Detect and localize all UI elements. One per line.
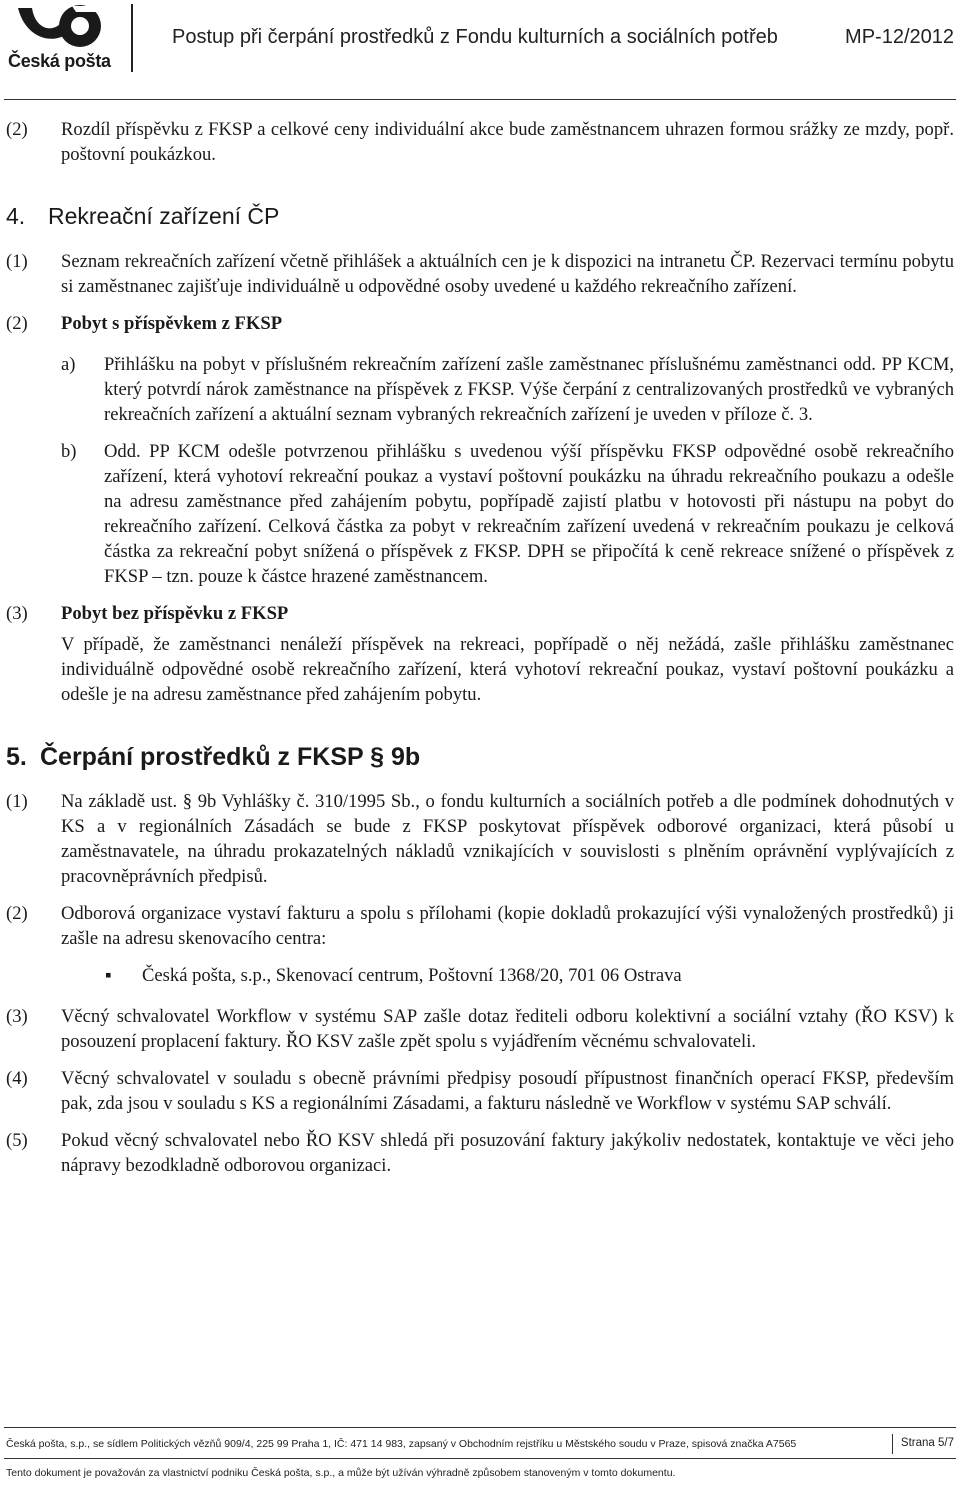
paragraph-text: V případě, že zaměstnanci nenáleží příspěvek na rekreaci, popřípadě o něj nežádá, zašle přihlášku zaměstnanec individuálně odpovědné osobě rekreačního zařízení, která vyhotoví rekreační poukaz, vystaví poštovní poukázku a odešle je na adresu zaměstnance před zahájením pobytu.	[61, 634, 954, 705]
paragraph-5-2	[0, 901, 960, 951]
list-item-label: a)	[61, 354, 76, 375]
document-body	[0, 117, 960, 1178]
bullet-square-icon: ▪	[105, 965, 112, 986]
address-bullet	[0, 963, 960, 988]
list-item-a	[0, 352, 960, 427]
list-item-b	[0, 439, 960, 589]
paragraph-5-5	[0, 1128, 960, 1178]
paragraph-text: Rozdíl příspěvku z FKSP a celkové ceny individuální akce bude zaměstnancem uhrazen formou srážky ze mzdy, popř. poštovní poukázkou.	[61, 119, 954, 165]
footer-rule-top	[4, 1427, 956, 1428]
document-title: Postup při čerpání prostředků z Fondu kulturních a sociálních potřeb	[172, 26, 778, 48]
paragraph-text: Pokud věcný schvalovatel nebo ŘO KSV shledá při posuzování faktury jakýkoliv nedostatek, kontaktuje ve věci jeho nápravy bezodkladně odborovou organizaci.	[61, 1130, 954, 1176]
section-title: Čerpání prostředků z FKSP § 9b	[40, 743, 421, 771]
header-rule	[4, 99, 956, 100]
paragraph-text: Na základě ust. § 9b Vyhlášky č. 310/1995 Sb., o fondu kulturních a sociálních potřeb a dle podmínek dohodnutých v KS a v regionálních Zásadách se bude z FKSP poskytovat příspěvek odborové organizaci, která působí u zaměstnavatele, na úhradu prokazatelných nákladů vznikajících v souvislosti s plněním oprávnění vyplývajících z pracovněprávních předpisů.	[61, 791, 954, 887]
paragraph-5-1	[0, 789, 960, 889]
page-number: Strana 5/7	[900, 1437, 954, 1449]
list-item-text: Přihlášku na pobyt v příslušném rekreačním zařízení zašle zaměstnanec příslušnému zaměstnanci odd. PP KCM, který potvrdí nárok zaměstnance na příspěvek z FKSP. Výše čerpání z centralizovaných prostředků ve vybraných rekreačních zařízení a aktuální seznam vybraných rekreačních zařízení je uveden v příloze č. 3.	[104, 354, 954, 425]
section-number: 5.	[6, 743, 27, 771]
paragraph-heading: Pobyt s příspěvkem z FKSP	[61, 313, 283, 334]
paragraph-text: Odborová organizace vystaví fakturu a spolu s přílohami (kopie dokladů prokazující výši vynaložených prostředků) ji zašle na adresu skenovacího centra:	[61, 903, 954, 949]
footer-divider	[892, 1434, 893, 1454]
footer-address: Česká pošta, s.p., se sídlem Politických vězňů 909/4, 225 99 Praha 1, IČ: 471 14 983, zapsaný v Obchodním rejstříku u Městského soudu v Praze, spisová značka A7565	[6, 1438, 797, 1450]
footer-rule-bottom	[4, 1458, 956, 1459]
list-item-text: Odd. PP KCM odešle potvrzenou přihlášku s uvedenou výší příspěvku FKSP odpovědné osobě rekreačního zařízení, která vyhotoví rekreační poukaz a vystaví poštovní poukázku na úhradu rekreačního poukazu a odešle na adresu zaměstnance před zahájením pobytu, popřípadě zajistí platbu v hotovosti při nástupu na pobyt do rekreačního zařízení. Celková částka za pobyt v rekreačním zařízení uvedená v rekreačním poukazu je celková částka za rekreační pobyt snížená o příspěvek z FKSP. DPH se připočítá k ceně rekreace snížené o příspěvek z FKSP – tzn. pouze k částce hrazené zaměstnancem.	[104, 441, 954, 587]
post-horn-icon	[14, 4, 106, 48]
paragraph-number: (3)	[6, 603, 28, 624]
logo-text: Česká pošta	[8, 51, 111, 71]
paragraph-text: Věcný schvalovatel v souladu s obecně právními předpisy posoudí přípustnost finančních operací FKSP, především pak, zda jsou v souladu s KS a regionálními Zásadami, a fakturu následně ve Workflow v systému SAP schválí.	[61, 1068, 954, 1114]
paragraph-heading: Pobyt bez příspěvku z FKSP	[61, 603, 289, 624]
paragraph-number: (2)	[6, 119, 28, 140]
paragraph-number: (3)	[6, 1006, 28, 1027]
header-divider	[131, 4, 133, 72]
paragraph-text: Věcný schvalovatel Workflow v systému SAP zašle dotaz řediteli odboru kolektivní a sociální vztahy (ŘO KSV) k posouzení proplacení faktury. ŘO KSV zašle zpět spolu s vyjádřením věcnému schvalovateli.	[61, 1006, 954, 1052]
section-5-heading	[0, 743, 960, 775]
paragraph-4-1	[0, 249, 960, 299]
paragraph-4-2	[0, 311, 960, 336]
section-title: Rekreační zařízení ČP	[48, 203, 280, 229]
document-code: MP-12/2012	[845, 26, 954, 48]
list-item-label: b)	[61, 441, 77, 462]
paragraph-number: (5)	[6, 1130, 28, 1151]
section-4-heading	[0, 203, 960, 233]
paragraph-4-3	[0, 601, 960, 626]
paragraph-text: Seznam rekreačních zařízení včetně přihlášek a aktuálních cen je k dispozici na intranetu ČP. Rezervaci termínu pobytu si zaměstnanec zajišťuje individuálně u odpovědné osoby uvedené u každého rekreačního zařízení.	[61, 251, 954, 297]
bullet-text: Česká pošta, s.p., Skenovací centrum, Poštovní 1368/20, 701 06 Ostrava	[142, 965, 682, 986]
footer-ownership-note: Tento dokument je považován za vlastnictví podniku Česká pošta, s.p., a může být užíván výhradně způsobem stanoveným v tomto dokumentu.	[6, 1467, 676, 1479]
paragraph-number: (2)	[6, 313, 28, 334]
paragraph-5-4	[0, 1066, 960, 1116]
paragraph-number: (1)	[6, 791, 28, 812]
ceska-posta-logo	[8, 4, 111, 74]
paragraph-5-3	[0, 1004, 960, 1054]
paragraph-number: (4)	[6, 1068, 28, 1089]
section-number: 4.	[6, 203, 26, 229]
paragraph-number: (2)	[6, 903, 28, 924]
paragraph-3-2	[0, 117, 960, 167]
paragraph-number: (1)	[6, 251, 28, 272]
